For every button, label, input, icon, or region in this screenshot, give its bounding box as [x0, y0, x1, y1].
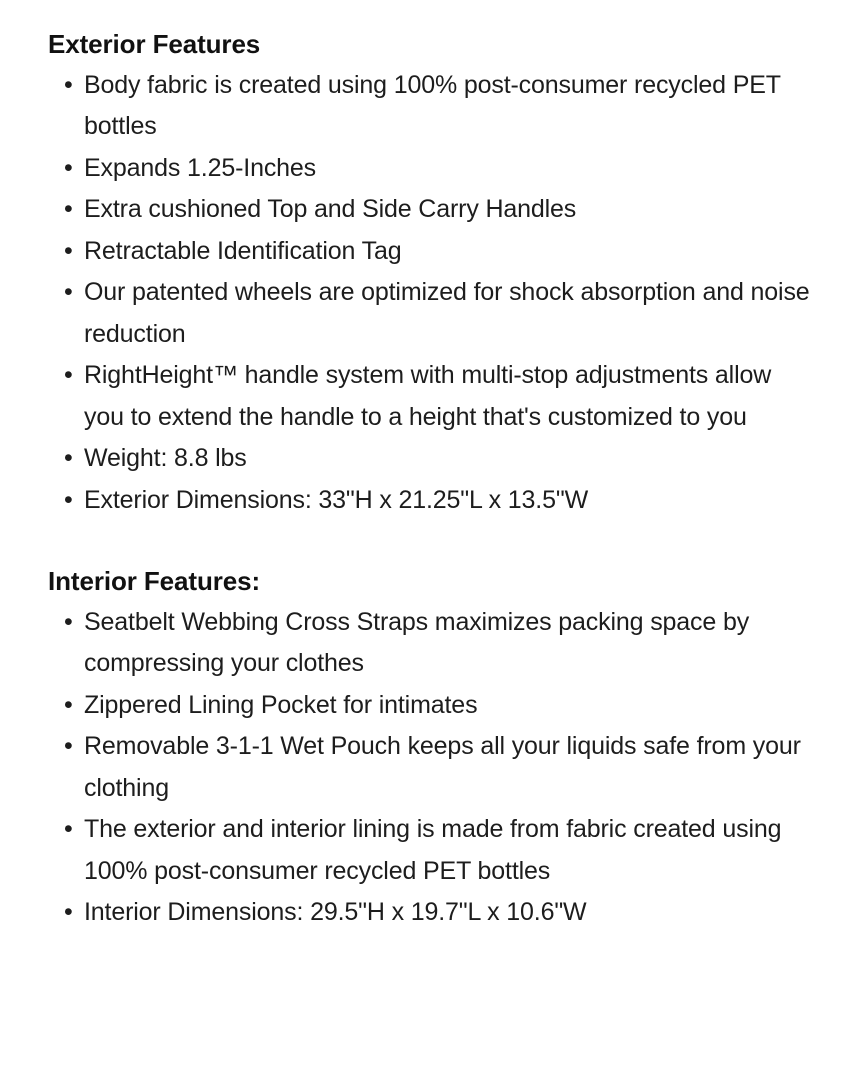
list-item [48, 438, 816, 480]
interior-features-list [48, 602, 816, 934]
list-item [48, 231, 816, 273]
list-item [48, 355, 816, 438]
bullet-icon: • [64, 732, 73, 760]
interior-features-section [48, 565, 816, 934]
section-heading-exterior: Exterior Features [48, 29, 261, 59]
list-item-text: Expands 1.25-Inches [84, 153, 317, 182]
list-item-text: Extra cushioned Top and Side Carry Handles [84, 195, 577, 223]
list-item-text: Retractable Identification Tag [84, 236, 402, 265]
list-item-text: Exterior Dimensions: 33"H x 21.25"L x 13.5"W [84, 485, 589, 514]
exterior-features-section [48, 28, 816, 521]
list-item-text: RightHeight™ handle system with multi-stop adjustments allow you to extend the handle to a height that's customized to you [84, 361, 772, 431]
list-item [48, 809, 816, 892]
list-item-text: Seatbelt Webbing Cross Straps maximizes packing space by compressing your clothes [84, 607, 750, 677]
list-item [48, 480, 816, 522]
list-item [48, 148, 816, 190]
bullet-icon: • [64, 444, 73, 472]
bullet-icon: • [64, 898, 73, 926]
list-item [48, 189, 816, 231]
list-item [48, 65, 816, 148]
bullet-icon: • [64, 278, 73, 306]
bullet-icon: • [64, 236, 73, 265]
bullet-icon: • [64, 485, 73, 514]
bullet-icon: • [64, 195, 73, 223]
bullet-icon: • [64, 607, 73, 636]
list-item [48, 892, 816, 934]
list-item-text: Interior Dimensions: 29.5"H x 19.7"L x 10.6"W [84, 898, 587, 926]
exterior-features-list [48, 65, 816, 522]
bullet-icon: • [64, 690, 73, 719]
list-item [48, 272, 816, 355]
list-item-text: Weight: 8.8 lbs [84, 444, 247, 472]
list-item [48, 602, 816, 685]
list-item-text: The exterior and interior lining is made from fabric created using 100% post-consumer recycled PET bottles [84, 815, 782, 885]
list-item [48, 685, 816, 727]
list-item-text: Our patented wheels are optimized for shock absorption and noise reduction [84, 278, 810, 348]
bullet-icon: • [64, 361, 73, 389]
list-item [48, 726, 816, 809]
list-item-text: Zippered Lining Pocket for intimates [84, 690, 478, 719]
bullet-icon: • [64, 815, 73, 843]
list-item-text: Removable 3-1-1 Wet Pouch keeps all your liquids safe from your clothing [84, 732, 801, 802]
bullet-icon: • [64, 70, 73, 99]
bullet-icon: • [64, 153, 73, 182]
section-heading-interior: Interior Features: [48, 566, 261, 596]
list-item-text: Body fabric is created using 100% post-consumer recycled PET bottles [84, 70, 781, 140]
